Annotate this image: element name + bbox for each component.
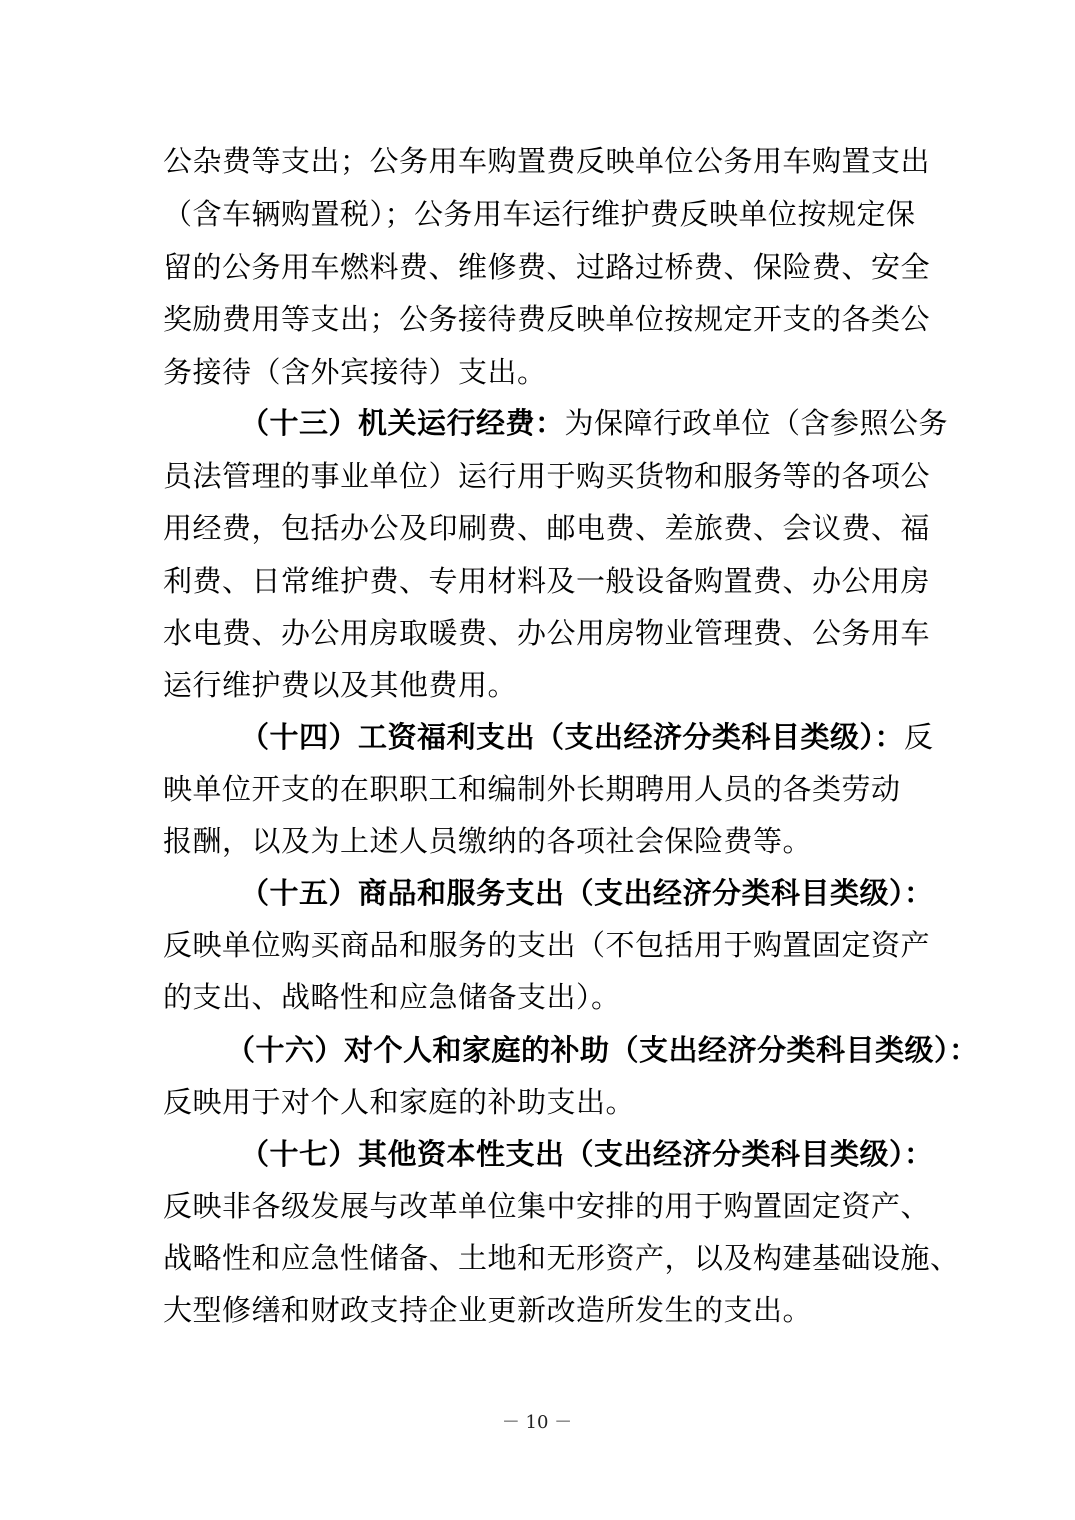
section-17-heading: （十七）其他资本性支出（支出经济分类科目类级）： (240, 1137, 934, 1171)
body-line: 务接待（含外宾接待）支出。 (163, 355, 547, 389)
body-line: 奖励费用等支出；公务接待费反映单位按规定开支的各类公 (163, 302, 931, 336)
body-line: 利费、日常维护费、专用材料及一般设备购置费、办公用房 (163, 564, 931, 598)
section-13-first-line-text: 为保障行政单位（含参照公务 (564, 406, 949, 440)
body-line: 报酬，以及为上述人员缴纳的各项社会保险费等。 (163, 824, 813, 858)
body-line: 用经费，包括办公及印刷费、邮电费、差旅费、会议费、福 (163, 511, 931, 545)
section-15-heading: （十五）商品和服务支出（支出经济分类科目类级）： (240, 876, 934, 910)
body-line: 的支出、战略性和应急储备支出）。 (163, 980, 621, 1014)
section-15-first-line (240, 867, 934, 919)
body-line: 反映非各级发展与改革单位集中安排的用于购置固定资产、 (163, 1189, 931, 1223)
body-line: 映单位开支的在职职工和编制外长期聘用人员的各类劳动 (163, 772, 901, 806)
body-line: 大型修缮和财政支持企业更新改造所发生的支出。 (163, 1293, 813, 1327)
body-line: 公杂费等支出；公务用车购置费反映单位公务用车购置支出 (163, 144, 931, 178)
body-line: 反映用于对个人和家庭的补助支出。 (163, 1085, 636, 1119)
body-line: 战略性和应急性储备、土地和无形资产，以及构建基础设施、 (163, 1241, 960, 1275)
body-line: 水电费、办公用房取暖费、办公用房物业管理费、公务用车 (163, 616, 931, 650)
section-16-first-line (226, 1024, 979, 1076)
body-line: 运行维护费以及其他费用。 (163, 668, 518, 702)
section-13-heading: （十三）机关运行经费： (240, 406, 565, 440)
body-line: 留的公务用车燃料费、维修费、过路过桥费、保险费、安全 (163, 250, 931, 284)
body-line: （含车辆购置税）；公务用车运行维护费反映单位按规定保 (163, 197, 916, 231)
section-14-first-line-text: 反 (904, 720, 934, 754)
body-line: 反映单位购买商品和服务的支出（不包括用于购置固定资产 (163, 928, 931, 962)
section-16-heading: （十六）对个人和家庭的补助（支出经济分类科目类级）： (226, 1033, 979, 1067)
section-14-heading: （十四）工资福利支出（支出经济分类科目类级）： (240, 720, 905, 754)
page-number: － 10 － (501, 1412, 573, 1433)
section-14-first-line (240, 711, 934, 763)
section-13-first-line (240, 397, 949, 449)
body-line: 员法管理的事业单位）运行用于购买货物和服务等的各项公 (163, 459, 931, 493)
section-17-first-line (240, 1128, 934, 1180)
